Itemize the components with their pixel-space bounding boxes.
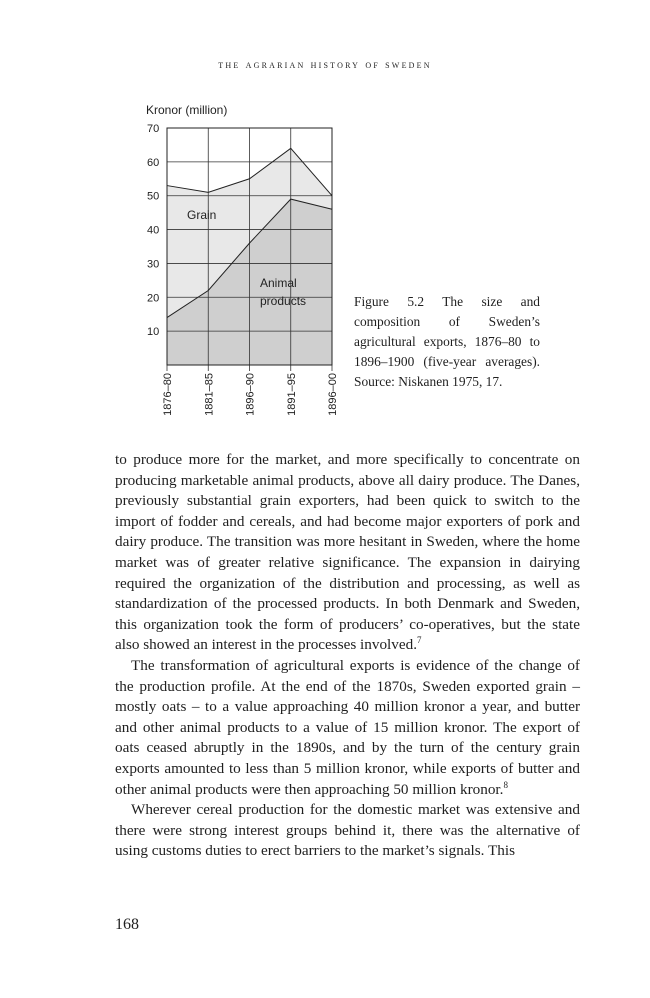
x-tick-label: 1881–85 <box>203 373 216 416</box>
footnote-marker: 8 <box>503 779 508 790</box>
export-composition-chart <box>120 95 350 435</box>
animal-products-series-label: products <box>260 294 307 308</box>
paragraph <box>115 450 580 656</box>
x-tick-label: 1891–95 <box>285 373 298 416</box>
paragraph <box>115 800 580 862</box>
x-tick-label: 1876–80 <box>162 373 174 416</box>
figure-caption: Figure 5.2 The size and composition of Sweden’s agricultural exports, 1876–80 to 1896–1900 (five-year averages). Source: Niskanen 1975, 17. <box>354 294 540 389</box>
body-text <box>115 450 580 862</box>
y-tick-label: 60 <box>147 156 160 169</box>
paragraph-text: The transformation of agricultural exports is evidence of the change of the production profile. At the end of the 1870s, Sweden exported grain – mostly oats – to a value approaching 40 million kronor a year, and butter and other animal products to a value of 15 million kronor. The export of oats ceased abruptly in the 1890s, and by the turn of the century grain exports amounted to less than 5 million kronor, while exports of butter and other animal products were then approaching 50 million kronor. <box>115 656 580 798</box>
running-head: the agrarian history of sweden <box>218 57 432 71</box>
footnote-marker: 7 <box>417 635 422 646</box>
animal-products-series-label: Animal <box>260 276 297 290</box>
y-tick-label: 30 <box>147 258 160 271</box>
y-axis-label: Kronor (million) <box>146 103 228 117</box>
paragraph-text: to produce more for the market, and more specifically to concentrate on producing marketable animal products, above all dairy produce. The Danes, previously substantial grain exporters, had been quick to switch to the import of fodder and cereals, and had become major exporters of pork and dairy produce. The transition was more hesitant in Sweden, where the home market was of greater relative significance. The expansion in dairying required the organization of the distribution and processing, as well as standardization of the processed products. In both Denmark and Sweden, this organization took the form of producers’ co-operatives, but the state also showed an interest in the processes involved. <box>115 451 580 654</box>
y-tick-label: 70 <box>147 123 160 135</box>
x-tick-label: 1896–00 <box>327 373 339 416</box>
y-tick-label: 10 <box>147 326 160 339</box>
x-tick-label: 1896–90 <box>244 373 257 416</box>
grain-series-label: Grain <box>187 208 217 222</box>
paragraph <box>115 656 580 800</box>
y-tick-label: 40 <box>147 224 160 237</box>
y-tick-label: 50 <box>147 190 160 203</box>
page-number: 168 <box>115 916 139 933</box>
y-tick-label: 20 <box>147 292 160 305</box>
paragraph-text: Wherever cereal production for the domestic market was extensive and there were strong interest groups behind it, there was the alternative of using customs duties to erect barriers to the market’s signals. This <box>115 801 580 860</box>
